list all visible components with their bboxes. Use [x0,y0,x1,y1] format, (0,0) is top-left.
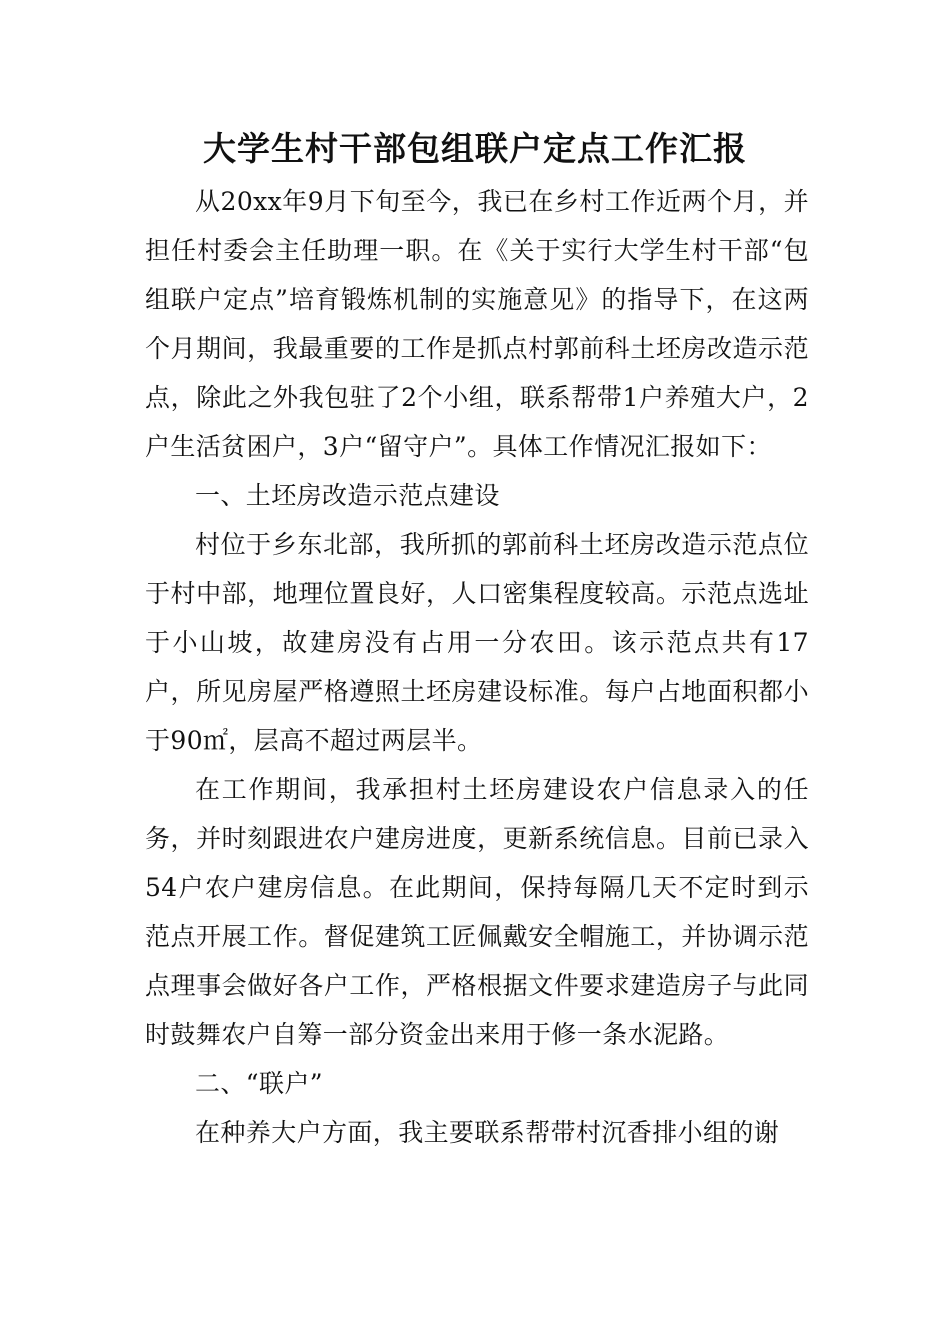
document-body [145,177,809,1157]
paragraph-households: 在种养大户方面，我主要联系帮带村沉香排小组的谢 [195,1118,780,1147]
section-heading-2: 二、“联户” [195,1069,323,1098]
paragraph-intro: 从20xx年9月下旬至今，我已在乡村工作近两个月，并担任村委会主任助理一职。在《关于实行大学生村干部“包组联户定点”培育锻炼机制的实施意见》的指导下，在这两个月期间，我最重要的工作是抓点村郭前科土坯房改造示范点，除此之外我包驻了2个小组，联系帮带1户养殖大户，2户生活贫困户，3户“留守户”。具体工作情况汇报如下： [145,187,809,461]
document-title: 大学生村干部包组联户定点工作汇报 [203,129,747,168]
section-heading-1: 一、土坯房改造示范点建设 [195,481,500,510]
paragraph-location: 村位于乡东北部，我所抓的郭前科土坯房改造示范点位于村中部，地理位置良好，人口密集程度较高。示范点选址于小山坡，故建房没有占用一分农田。该示范点共有17户，所见房屋严格遵照土坯房建设标准。每户占地面积都小于90㎡，层高不超过两层半。 [145,530,809,755]
paragraph-work-period: 在工作期间，我承担村土坯房建设农户信息录入的任务，并时刻跟进农户建房进度，更新系统信息。目前已录入54户农户建房信息。在此期间，保持每隔几天不定时到示范点开展工作。督促建筑工匠佩戴安全帽施工，并协调示范点理事会做好各户工作，严格根据文件要求建造房子与此同时鼓舞农户自筹一部分资金出来用于修一条水泥路。 [145,775,809,1049]
